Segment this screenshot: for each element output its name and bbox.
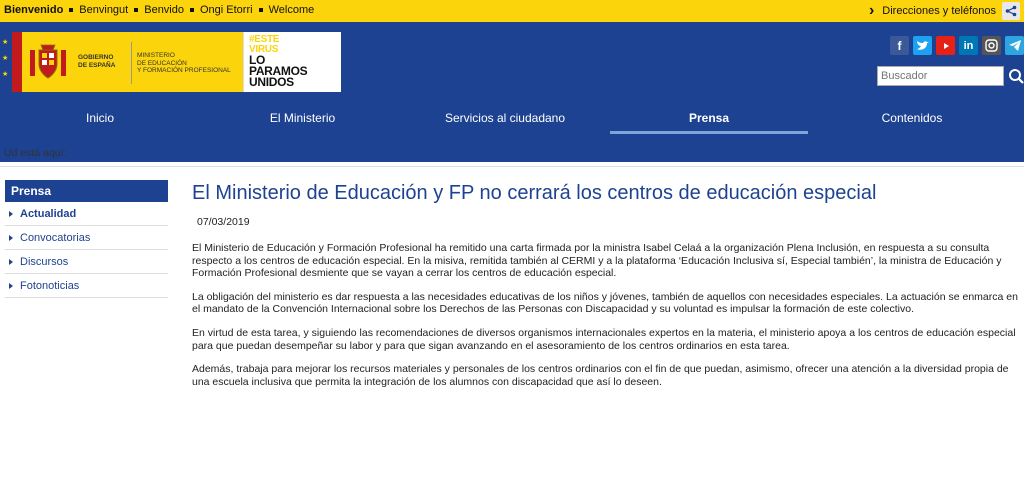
triangle-right-icon <box>113 150 117 156</box>
triangle-right-icon <box>9 283 13 289</box>
breadcrumb-current: El Ministerio de Educación y FP no cerrará los centros de educación especial <box>237 147 624 159</box>
triangle-right-icon <box>9 259 13 265</box>
nav-contenidos[interactable]: Contenidos <box>881 111 943 125</box>
lang-benvingut[interactable]: Benvingut <box>79 4 129 16</box>
directions-link[interactable] <box>869 2 1020 20</box>
nav-el-ministerio[interactable]: El Ministerio <box>269 111 336 125</box>
lang-separator <box>69 8 73 12</box>
lang-benvido[interactable]: Benvido <box>144 4 184 16</box>
linkedin-icon[interactable]: in <box>959 36 978 55</box>
sidebar-item-discursos[interactable] <box>5 250 168 274</box>
search-icon[interactable] <box>1008 66 1024 86</box>
flag-stripe <box>12 32 22 92</box>
coat-of-arms-icon <box>28 42 68 84</box>
campaign-hashtag <box>249 35 279 55</box>
triangle-right-icon <box>72 150 76 156</box>
campaign-slogan <box>249 55 307 88</box>
gobierno-text <box>78 54 115 69</box>
breadcrumb <box>4 147 623 159</box>
sidebar-item-label: Convocatorias <box>20 231 91 244</box>
campaign-line: VIRUS <box>249 44 279 55</box>
article-title: El Ministerio de Educación y FP no cerrará los centros de educación especial <box>192 182 877 204</box>
nav-servicios[interactable]: Servicios al ciudadano <box>444 111 566 125</box>
sidebar-item-actualidad[interactable] <box>5 202 168 226</box>
article-paragraph: En virtud de esta tarea, y siguiendo las recomendaciones de diversos organismos internacionales expertos en la materia, el ministerio apoya a los centros de educación especial para que puedan desempeñar su labor y para que sigan avanzando en el asesoramiento de los centros ordinarios en esta tarea. <box>192 326 1016 352</box>
article-paragraph: El Ministerio de Educación y Formación Profesional ha remitido una carta firmada por la ministra Isabel Celaá a la organización Plena Inclusión, en respuesta a su consulta respecto a los centros de educación especial. En la misiva, remitida también al CERMI y a la plataforma ‘Educación Inclusiva sí, Especial también’, la ministra de Educación y Formación Profesional desmiente que se vayan a cerrar los centros de educación especial. <box>192 242 1002 280</box>
logo-divider <box>131 42 132 84</box>
triangle-right-icon <box>162 150 166 156</box>
campaign-line: PARAMOS <box>249 64 308 78</box>
triangle-right-icon <box>9 211 13 217</box>
sidebar-item-label: Actualidad <box>20 207 77 220</box>
eu-flag-icon: ★ ★ ★ <box>0 32 12 92</box>
sidebar <box>5 180 168 298</box>
article-paragraph: Además, trabaja para mejorar los recursos materiales y personales de los centros ordinarios con el fin de que puedan, asimismo, ofrecer una atención a la diversidad propia de una escuela inclusiva que permita la integración de los alumnos con discapacidad que así lo deseen. <box>192 363 1009 388</box>
share-icon[interactable] <box>1002 2 1020 20</box>
search-input[interactable] <box>877 66 1004 86</box>
ministerio-line: MINISTERIO <box>137 52 175 59</box>
lang-ongi-etorri[interactable]: Ongi Etorri <box>200 4 253 16</box>
government-logo[interactable] <box>0 32 243 92</box>
campaign-line: UNIDOS <box>249 75 294 89</box>
sidebar-item-convocatorias[interactable] <box>5 226 168 250</box>
breadcrumb-actualidad[interactable]: Actualidad <box>172 147 222 159</box>
breadcrumb-inicio[interactable]: Inicio <box>82 147 107 159</box>
campaign-banner[interactable] <box>243 32 341 92</box>
site-header <box>0 22 1024 162</box>
breadcrumb-prensa[interactable]: Prensa <box>122 147 157 159</box>
article-paragraph: La obligación del ministerio es dar respuesta a las necesidades educativas de los niños y jóvenes, también de aquellos con necesidades especiales. La actuación se enmarca en el mandato de la Convención Internacional sobre los Derechos de las Personas con Discapacidad y su voluntad es impulsar la formación de este colectivo. <box>192 290 1018 316</box>
language-bar <box>0 0 1024 22</box>
campaign-line: LO <box>249 53 266 67</box>
nav-prensa[interactable]: Prensa <box>610 104 808 134</box>
article-date: 07/03/2019 <box>197 216 250 228</box>
chevron-right-icon: › <box>868 2 875 19</box>
campaign-line: #ESTE <box>249 34 280 45</box>
facebook-icon[interactable]: f <box>890 36 909 55</box>
triangle-right-icon <box>9 235 13 241</box>
breadcrumb-label: Ud está aquí: <box>4 147 67 159</box>
lang-separator <box>134 8 138 12</box>
lang-separator <box>259 8 263 12</box>
youtube-icon[interactable] <box>936 36 955 55</box>
social-links <box>886 36 1024 55</box>
article <box>192 180 1020 388</box>
lang-separator <box>190 8 194 12</box>
sidebar-item-label: Fotonoticias <box>20 279 80 292</box>
lang-welcome[interactable]: Welcome <box>268 4 315 16</box>
lang-bienvenido[interactable]: Bienvenido <box>4 4 64 16</box>
language-list <box>4 4 320 16</box>
ministerio-line: DE EDUCACIÓN <box>137 59 187 67</box>
gobierno-line: DE ESPAÑA <box>78 61 116 69</box>
nav-inicio[interactable]: Inicio <box>85 111 114 125</box>
sidebar-item-fotonoticias[interactable] <box>5 274 168 298</box>
ministerio-text <box>137 52 231 75</box>
ministerio-line: Y FORMACIÓN PROFESIONAL <box>137 67 231 74</box>
twitter-icon[interactable] <box>913 36 932 55</box>
main-nav <box>0 104 1024 134</box>
triangle-right-icon <box>227 150 231 156</box>
breadcrumb-divider <box>0 166 1024 167</box>
sidebar-item-label: Discursos <box>20 255 69 268</box>
instagram-icon[interactable] <box>982 36 1001 55</box>
directions-label: Direcciones y teléfonos <box>882 5 996 17</box>
gobierno-line: GOBIERNO <box>78 54 114 61</box>
sidebar-heading: Prensa <box>5 180 168 202</box>
telegram-icon[interactable] <box>1005 36 1024 55</box>
